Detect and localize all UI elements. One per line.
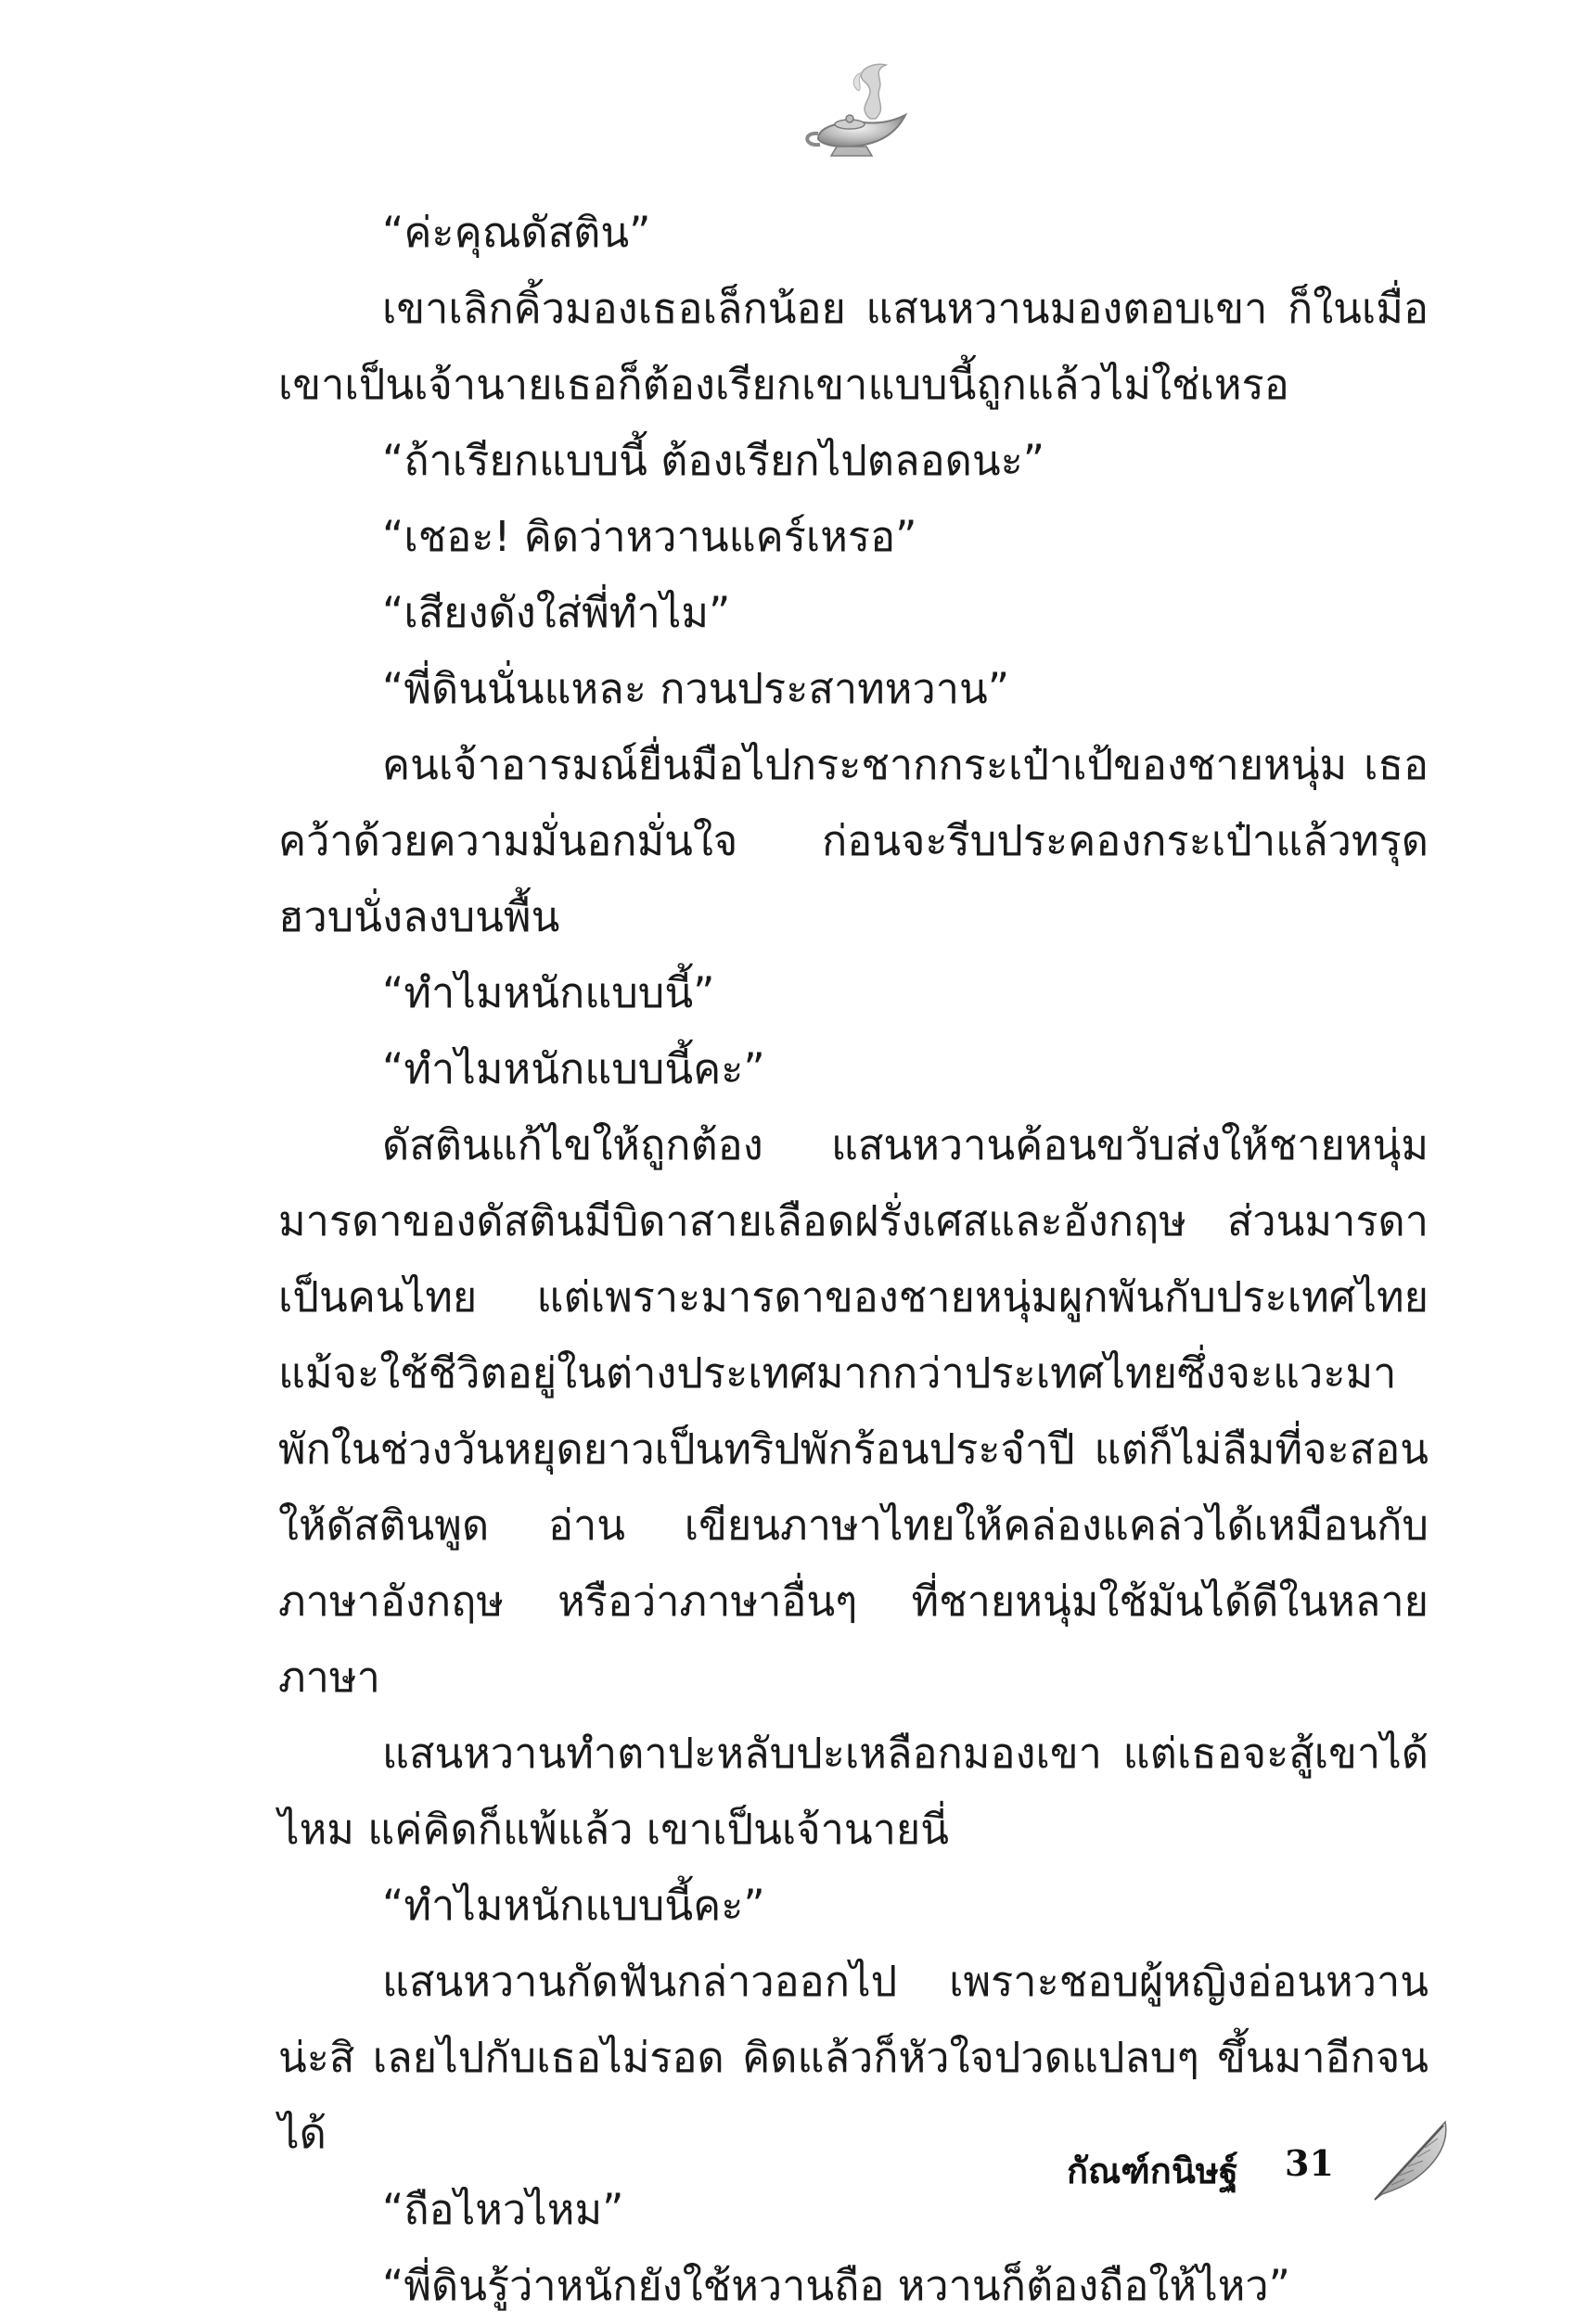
feather-quill-icon <box>1364 2114 1456 2207</box>
paragraph-6: “พี่ดินนั่นแหละ กวนประสาทหวาน” <box>382 664 1010 713</box>
paragraph-14: “ถือไหวไหม” <box>382 2185 624 2234</box>
paragraph-4: “เชอะ! คิดว่าหวานแคร์เหรอ” <box>382 512 917 561</box>
paragraph-8: “ทำไมหนักแบบนี้” <box>382 968 715 1017</box>
paragraph-9: “ทำไมหนักแบบนี้คะ” <box>382 1044 765 1093</box>
paragraph-11: แสนหวานทำตาปะหลับปะเหลือกมองเขา แต่เธอจะสู้เขาได้ไหม แค่คิดก็แพ้แล้ว เขาเป็นเจ้านายนี่ <box>278 1729 1429 1854</box>
page-number: 31 <box>1285 2142 1334 2184</box>
page-footer <box>1067 2114 1456 2216</box>
paragraph-7: คนเจ้าอารมณ์ยื่นมือไปกระชากกระเป๋าเป้ของชายหนุ่ม เธอคว้าด้วยความมั่นอกมั่นใจ ก่อนจะรีบประคองกระเป๋าแล้วทรุดฮวบนั่งลงบนพื้น <box>278 740 1429 941</box>
genie-lamp-icon <box>798 54 918 174</box>
paragraph-12: “ทำไมหนักแบบนี้คะ” <box>382 1881 765 1930</box>
page-body <box>278 195 1429 2324</box>
paragraph-3: “ถ้าเรียกแบบนี้ ต้องเรียกไปตลอดนะ” <box>382 436 1045 485</box>
paragraph-13: แสนหวานกัดฟันกล่าวออกไป เพราะชอบผู้หญิงอ่อนหวานน่ะสิ เลยไปกับเธอไม่รอด คิดแล้วก็หัวใจปวดแปลบๆ ขึ้นมาอีกจนได้ <box>278 1957 1429 2158</box>
paragraph-5: “เสียงดังใส่พี่ทำไม” <box>382 588 731 637</box>
paragraph-10: ดัสตินแก้ไขให้ถูกต้อง แสนหวานค้อนขวับส่งให้ชายหนุ่ม มารดาของดัสตินมีบิดาสายเลือดฝรั่งเศสและอังกฤษ ส่วนมารดาเป็นคนไทย แต่เพราะมารดาของชายหนุ่มผูกพันกับประเทศไทย แม้จะใช้ชีวิตอยู่ในต่างประเทศมากกว่าประเทศไทยซึ่งจะแวะมาพักในช่วงวันหยุดยาวเป็นทริปพักร้อนประจำปี แต่ก็ไม่ลืมที่จะสอนให้ดัสตินพูด อ่าน เขียนภาษาไทยให้คล่องแคล่วได้เหมือนกับภาษาอังกฤษ หรือว่าภาษาอื่นๆ ที่ชายหนุ่มใช้มันได้ดีในหลายภาษา <box>278 1120 1429 1702</box>
paragraph-2: เขาเลิกคิ้วมองเธอเล็กน้อย แสนหวานมองตอบเขา ก็ในเมื่อเขาเป็นเจ้านายเธอก็ต้องเรียกเขาแบบนี้ถูกแล้วไม่ใช่เหรอ <box>278 284 1429 409</box>
paragraph-1: “ค่ะคุณดัสติน” <box>382 208 651 257</box>
book-title: กัณฑ์กนิษฐ์ <box>1067 2150 1238 2191</box>
paragraph-15: “พี่ดินรู้ว่าหนักยังใช้หวานถือ หวานก็ต้องถือให้ไหว” <box>382 2261 1290 2310</box>
